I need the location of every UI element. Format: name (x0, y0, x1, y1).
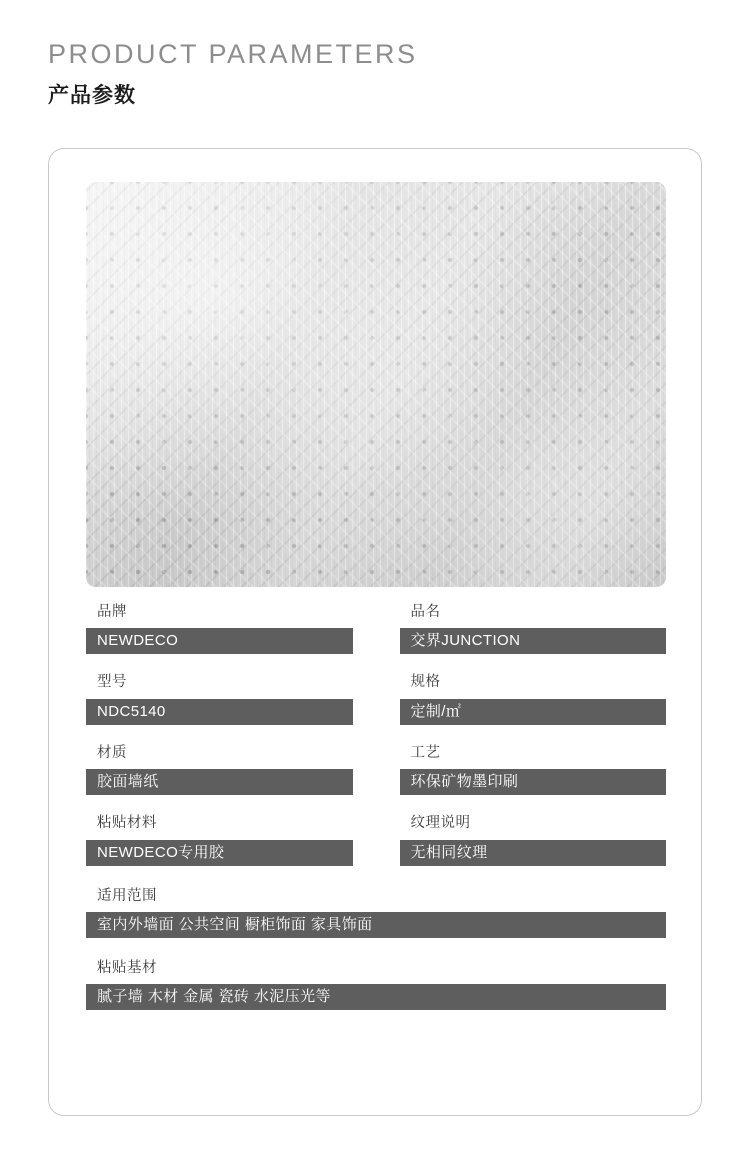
spec-row (86, 745, 666, 795)
spec-item-adhesive (86, 815, 353, 865)
spec-value: NEWDECO (86, 628, 353, 654)
spec-row (86, 674, 666, 724)
spec-value: NEWDECO专用胶 (86, 840, 353, 866)
page-title-chinese: 产品参数 (48, 84, 136, 108)
spec-item-texture-note (400, 815, 667, 865)
page-title-english: PRODUCT PARAMETERS (48, 39, 418, 69)
spec-row-wide (86, 960, 666, 1010)
spec-label: 粘贴材料 (97, 815, 157, 832)
spec-list (86, 604, 666, 1032)
spec-label: 粘贴基材 (97, 959, 157, 976)
spec-label: 型号 (97, 674, 127, 691)
spec-label: 纹理说明 (410, 815, 471, 832)
spec-item-application-scope (86, 888, 666, 938)
spec-label: 品名 (410, 604, 441, 620)
spec-label: 工艺 (410, 744, 441, 761)
spec-value: 环保矿物墨印刷 (400, 769, 667, 795)
spec-value: 交界JUNCTION (400, 628, 667, 654)
spec-item-product-name (400, 604, 667, 654)
spec-label: 规格 (410, 674, 441, 691)
spec-item-material (86, 745, 353, 795)
spec-card (48, 148, 702, 1116)
spec-value: 定制/㎡ (400, 699, 667, 725)
product-image-sheen (86, 182, 666, 587)
spec-row-wide (86, 888, 666, 938)
spec-item-substrate (86, 960, 666, 1010)
product-image (86, 182, 666, 587)
spec-label: 适用范围 (97, 887, 157, 904)
spec-value: 胶面墙纸 (86, 769, 353, 795)
spec-value: 腻子墙 木材 金属 瓷砖 水泥压光等 (86, 984, 666, 1010)
spec-value: 室内外墙面 公共空间 橱柜饰面 家具饰面 (86, 912, 666, 938)
spec-item-specification (400, 674, 667, 724)
spec-item-model (86, 674, 353, 724)
spec-value: 无相同纹理 (400, 840, 667, 866)
spec-label: 材质 (97, 744, 127, 761)
spec-row (86, 604, 666, 654)
page-header (0, 0, 750, 109)
spec-row (86, 815, 666, 865)
spec-item-brand (86, 604, 353, 654)
spec-value: NDC5140 (86, 699, 353, 725)
spec-label: 品牌 (97, 604, 127, 620)
spec-item-craft (400, 745, 667, 795)
